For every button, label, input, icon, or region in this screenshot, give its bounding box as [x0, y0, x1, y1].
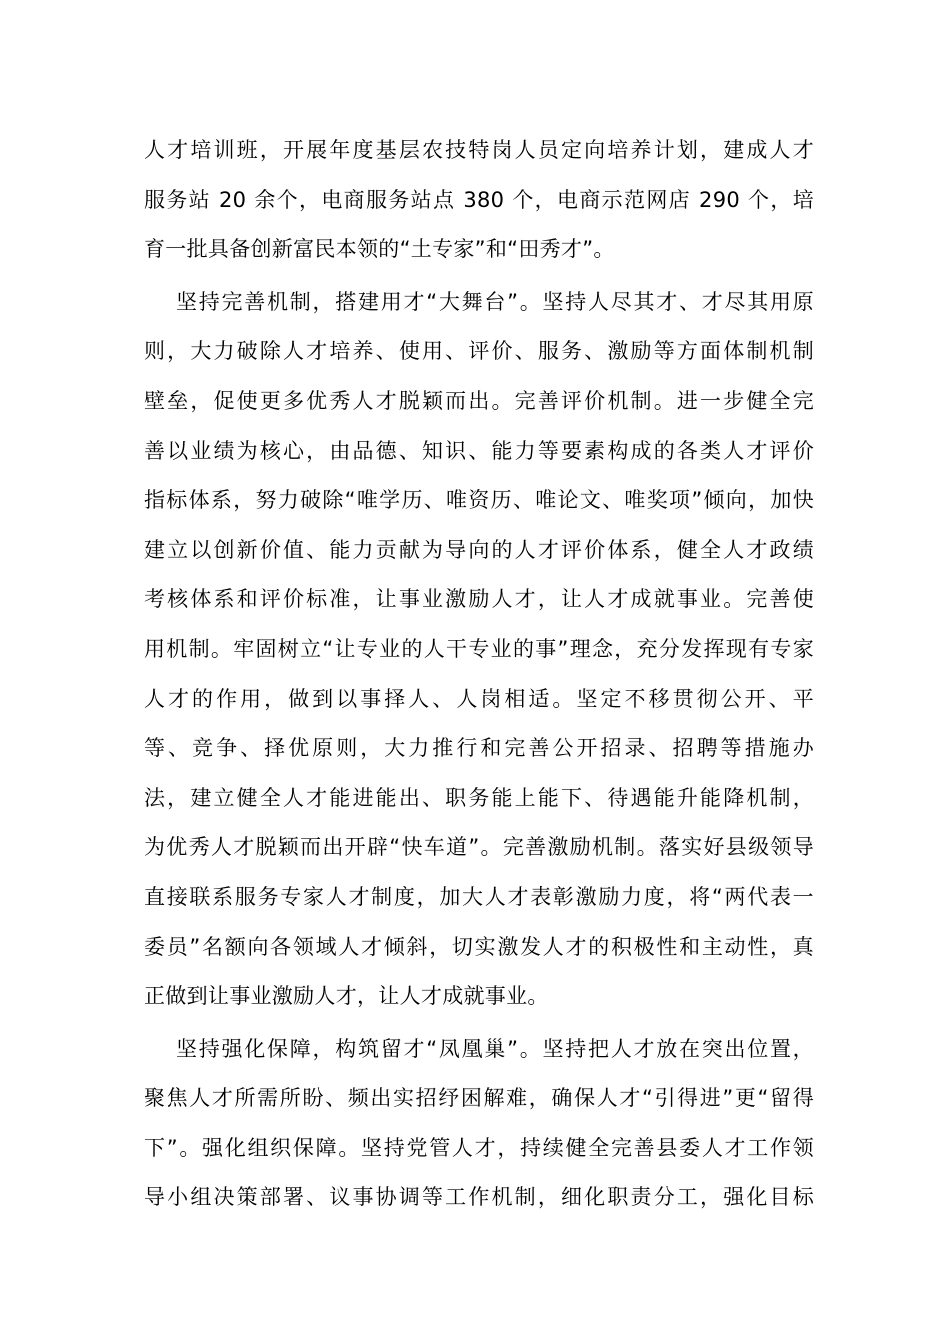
text-line: 坚持完善机制，搭建用才“大舞台”。坚持人尽其才、才尽其用原 [176, 289, 814, 314]
text-line: 服务站 20 余个，电商服务站点 380 个，电商示范网店 290 个，培 [144, 187, 814, 212]
text-line: 人才培训班，开展年度基层农技特岗人员定向培养计划，建成人才 [144, 138, 814, 162]
text-line: 人才的作用，做到以事择人、人岗相适。坚定不移贯彻公开、平 [144, 686, 814, 711]
text-line: 用机制。牢固树立“让专业的人干专业的事”理念，充分发挥现有专家 [144, 636, 814, 661]
text-line: 下”。强化组织保障。坚持党管人才，持续健全完善县委人才工作领 [144, 1135, 814, 1160]
paragraph-3 [144, 1025, 814, 1223]
text-line: 正做到让事业激励人才，让人才成就事业。 [144, 984, 549, 1009]
text-line: 则，大力破除人才培养、使用、评价、服务、激励等方面体制机制 [144, 339, 814, 364]
text-line: 坚持强化保障，构筑留才“凤凰巢”。坚持把人才放在突出位置， [176, 1036, 814, 1061]
text-line: 育一批具备创新富民本领的“土专家”和“田秀才”。 [144, 237, 615, 262]
text-line: 法，建立健全人才能进能出、职务能上能下、待遇能升能降机制， [144, 785, 814, 810]
text-line: 委员”名额向各领域人才倾斜，切实激发人才的积极性和主动性，真 [144, 934, 814, 959]
text-line: 指标体系，努力破除“唯学历、唯资历、唯论文、唯奖项”倾向，加快 [144, 488, 814, 513]
text-line: 导小组决策部署、议事协调等工作机制，细化职责分工，强化目标 [144, 1185, 814, 1210]
text-line: 考核体系和评价标准，让事业激励人才，让人才成就事业。完善使 [144, 587, 814, 612]
paragraph-1 [144, 126, 814, 275]
paragraph-2 [144, 278, 814, 1022]
text-line: 直接联系服务专家人才制度，加大人才表彰激励力度，将“两代表一 [144, 884, 814, 909]
text-line: 善以业绩为核心，由品德、知识、能力等要素构成的各类人才评价 [144, 438, 814, 463]
text-line: 等、竞争、择优原则，大力推行和完善公开招录、招聘等措施办 [144, 736, 814, 761]
text-line: 为优秀人才脱颖而出开辟“快车道”。完善激励机制。落实好县级领导 [144, 835, 814, 860]
text-line: 聚焦人才所需所盼、频出实招纾困解难，确保人才“引得进”更“留得 [144, 1086, 814, 1111]
text-line: 建立以创新价值、能力贡献为导向的人才评价体系，健全人才政绩 [144, 537, 814, 562]
document-body [144, 126, 814, 1223]
text-line: 壁垒，促使更多优秀人才脱颖而出。完善评价机制。进一步健全完 [144, 388, 814, 413]
